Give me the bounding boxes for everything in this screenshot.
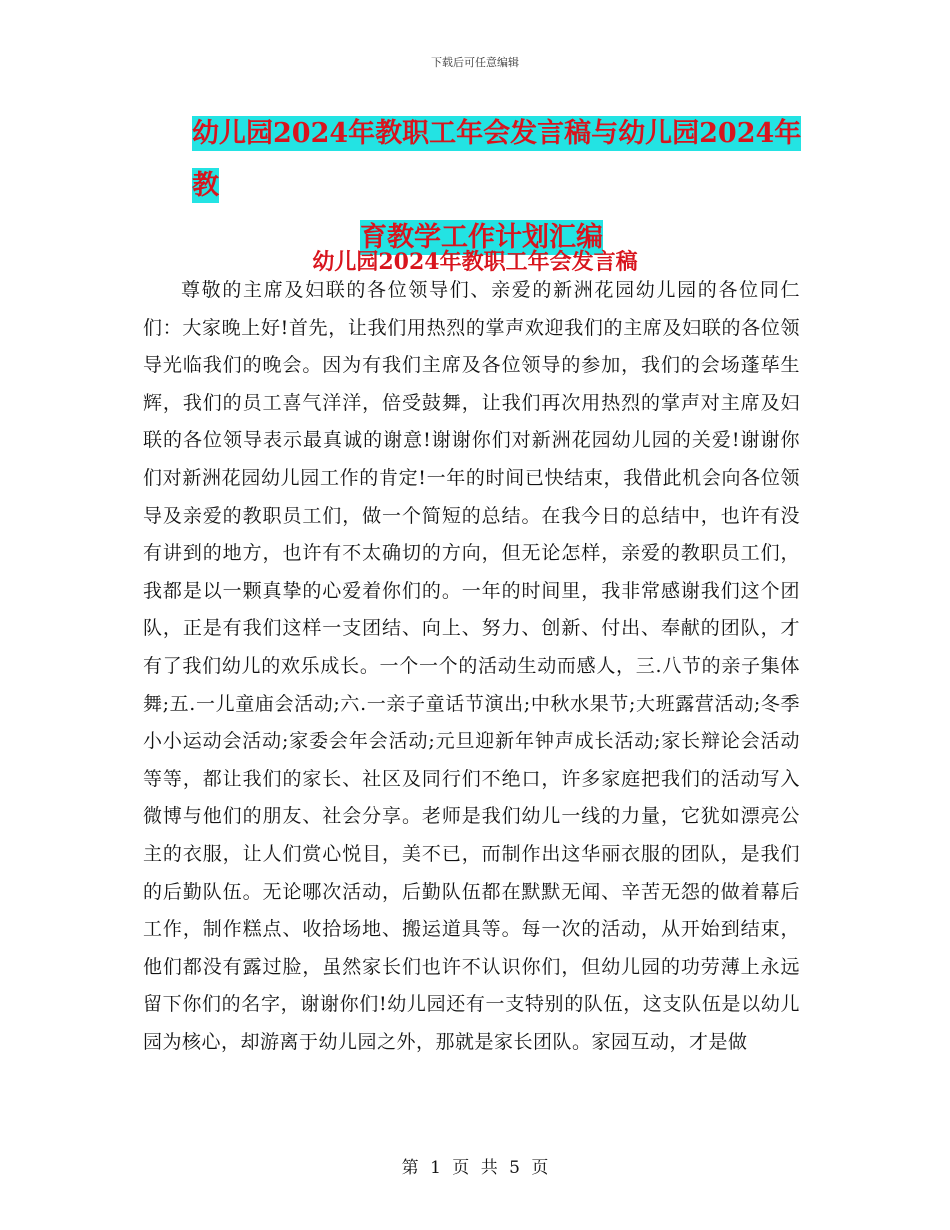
document-title — [192, 108, 812, 264]
section-title: 幼儿园2024年教职工年会发言稿 — [312, 249, 638, 275]
body-paragraph: 尊敬的主席及妇联的各位领导们、亲爱的新洲花园幼儿园的各位同仁们：大家晚上好!首先，让我们用热烈的掌声欢迎我们的主席及妇联的各位领导光临我们的晚会。因为有我们主席及各位领导的参加，我们的会场蓬荜生辉，我们的员工喜气洋洋，倍受鼓舞，让我们再次用热烈的掌声对主席及妇联的各位领导表示最真诚的谢意!谢谢你们对新洲花园幼儿园的关爱!谢谢你们对新洲花园幼儿园工作的肯定!一年的时间已快结束，我借此机会向各位领导及亲爱的教职员工们，做一个简短的总结。在我今日的总结中，也许有没有讲到的地方，也许有不太确切的方向，但无论怎样，亲爱的教职员工们，我都是以一颗真挚的心爱着你们的。一年的时间里，我非常感谢我们这个团队，正是有我们这样一支团结、向上、努力、创新、付出、奉献的团队，才有了我们幼儿的欢乐成长。一个一个的活动生动而感人，三.八节的亲子集体舞;五.一儿童庙会活动;六.一亲子童话节演出;中秋水果节;大班露营活动;冬季小小运动会活动;家委会年会活动;元旦迎新年钟声成长活动;家长辩论会活动等等，都让我们的家长、社区及同行们不绝口，许多家庭把我们的活动写入微博与他们的朋友、社会分享。老师是我们幼儿一线的力量，它犹如漂亮公主的衣服，让人们赏心悦目，美不已，而制作出这华丽衣服的团队，是我们的后勤队伍。无论哪次活动，后勤队伍都在默默无闻、辛苦无怨的做着幕后工作，制作糕点、收拾场地、搬运道具等。每一次的活动，从开始到结束，他们都没有露过脸，虽然家长们也许不认识你们，但幼儿园的功劳薄上永远留下你们的名字，谢谢你们!幼儿园还有一支特别的队伍，这支队伍是以幼儿园为核心，却游离于幼儿园之外，那就是家长团队。家园互动，才是做 — [143, 279, 800, 1053]
page-footer: 第 1 页 共 5 页 — [401, 1158, 549, 1178]
title-highlight-1: 幼儿园2024年教职工年会发言稿与幼儿园2024年教 — [192, 118, 802, 201]
document-title-line-1 — [192, 108, 812, 212]
title-highlight-2: 育教学工作计划汇编 — [360, 222, 603, 253]
header-note: 下载后可任意编辑 — [431, 56, 519, 69]
